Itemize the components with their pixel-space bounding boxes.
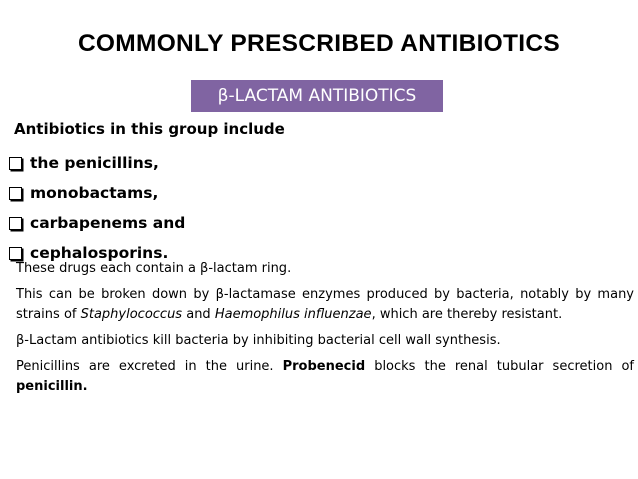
section-badge: β-LACTAM ANTIBIOTICS	[191, 80, 443, 112]
checkbox-icon	[9, 247, 22, 260]
list-item	[9, 208, 185, 238]
list-item	[9, 148, 185, 178]
list-item	[9, 178, 185, 208]
paragraph-mechanism: β-Lactam antibiotics kill bacteria by inhibiting bacterial cell wall synthesis.	[16, 333, 501, 348]
checkbox-icon	[9, 217, 22, 230]
intro-text: Antibiotics in this group include	[14, 120, 285, 138]
paragraph-excretion	[16, 357, 634, 397]
drug-name: penicillin.	[16, 379, 88, 394]
text-run: This can be broken down by β-lactamase enzymes produced by bacteria, notably by many strains of	[16, 287, 634, 322]
list-item-label: carbapenems and	[30, 214, 186, 232]
list-item-label: the penicillins,	[30, 154, 159, 172]
body-text	[16, 259, 634, 403]
text-run: and	[182, 307, 215, 322]
paragraph-lactamase	[16, 285, 634, 325]
drug-name: Probenecid	[282, 359, 366, 374]
organism-name: Haemophilus influenzae	[214, 307, 372, 322]
organism-name: Staphylococcus	[80, 307, 183, 322]
list-item-label: cephalosporins.	[30, 244, 169, 262]
text-run: , which are thereby resistant.	[371, 307, 563, 322]
text-run: blocks the renal tubular secretion of	[365, 359, 634, 374]
text-run: Penicillins are excreted in the urine.	[16, 359, 283, 374]
antibiotic-list	[9, 148, 185, 268]
checkbox-icon	[9, 157, 22, 170]
paragraph-lactam-ring: These drugs each contain a β-lactam ring.	[16, 261, 292, 276]
checkbox-icon	[9, 187, 22, 200]
slide-title: COMMONLY PRESCRIBED ANTIBIOTICS	[77, 30, 561, 57]
list-item-label: monobactams,	[30, 184, 159, 202]
